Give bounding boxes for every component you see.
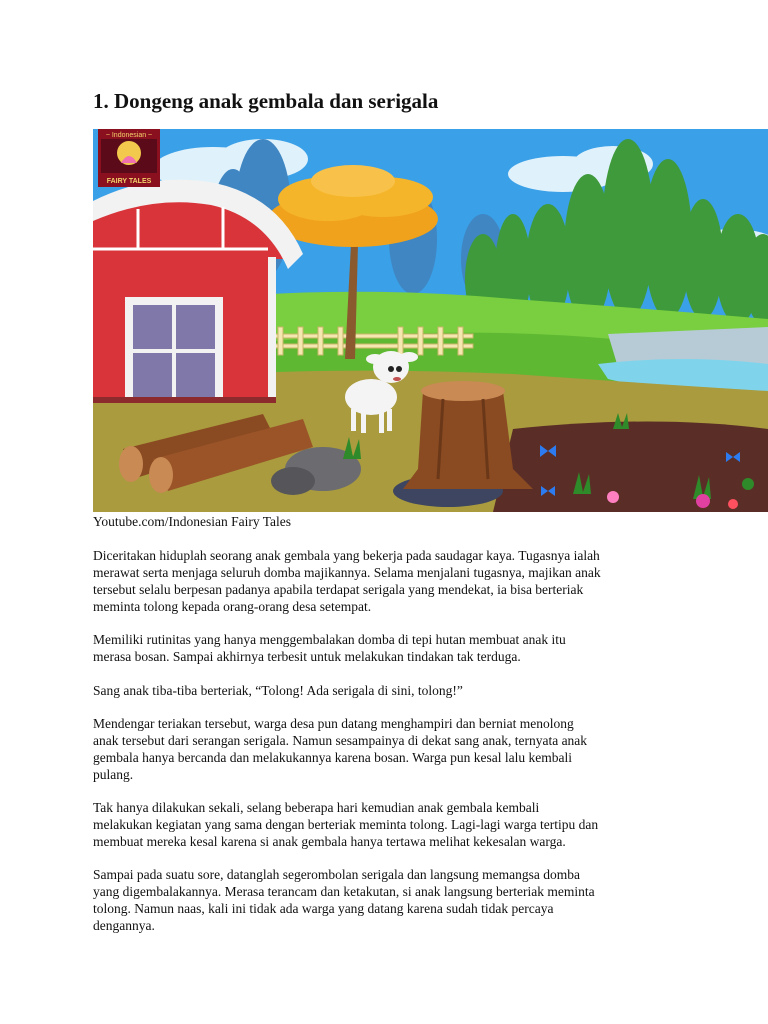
paragraph-line: yang digembalakannya. Merasa terancam dan ketakutan, si anak langsung berteriak meminta [93, 884, 595, 899]
paragraph-line: membuat mereka kesal karena si anak gembala hanya tertawa melihat kekesalan warga. [93, 834, 566, 849]
paragraph-line: dengannya. [93, 918, 155, 933]
paragraph-line: Memiliki rutinitas yang hanya menggembalakan domba di tepi hutan membuat anak itu [93, 632, 566, 647]
logo-top-text: ~ Indonesian ~ [105, 132, 153, 139]
article-heading: 1. Dongeng anak gembala dan serigala [93, 89, 439, 113]
paragraph-line: Mendengar teriakan tersebut, warga desa pun datang menghampiri dan berniat menolong [93, 716, 574, 731]
paragraph-line: Sang anak tiba-tiba berteriak, “Tolong! Ada serigala di sini, tolong!” [93, 683, 463, 698]
paragraph-line: meminta tolong kepada orang-orang desa setempat. [93, 599, 372, 614]
paragraph-line: tolong. Namun naas, kali ini tidak ada warga yang datang karena sudah tidak percaya [93, 901, 554, 916]
paragraph-line: Tak hanya dilakukan sekali, selang beberapa hari kemudian anak gembala kembali [93, 800, 540, 815]
paragraph-line: melakukan kegiatan yang sama dengan berteriak meminta tolong. Lagi-lagi warga tertipu dan [93, 817, 599, 832]
paragraph-2 [93, 631, 693, 665]
barn [93, 180, 303, 403]
paragraph-line: gembala hanya bercanda dan melakukannya karena bosan. Warga pun kesal lalu kembali [93, 750, 572, 765]
logo-bottom-text: FAIRY TALES [106, 178, 152, 185]
paragraph-line: Diceritakan hiduplah seorang anak gembala yang bekerja pada saudagar kaya. Tugasnya ialah [93, 548, 600, 563]
paragraph-3 [93, 682, 693, 699]
paragraph-line: pulang. [93, 767, 134, 782]
paragraph-line: Sampai pada suatu sore, datanglah segerombolan serigala dan langsung memangsa domba [93, 867, 580, 882]
paragraph-line: tersebut selalu berpesan padanya apabila terdapat serigala yang mendekat, ia bisa berteriak [93, 582, 584, 597]
paragraph-1 [93, 547, 693, 615]
image-caption: Youtube.com/Indonesian Fairy Tales [93, 514, 292, 529]
paragraph-line: merasa bosan. Sampai akhirnya terbesit untuk melakukan tindakan tak terduga. [93, 649, 521, 664]
paragraph-line: merawat serta menjaga seluruh domba majikannya. Selama menjalani tugasnya, majikan anak [93, 565, 601, 580]
indonesian-fairy-tales-logo [98, 129, 160, 187]
soil-patch [493, 422, 768, 513]
paragraph-5 [93, 799, 693, 850]
paragraph-line: anak tersebut dari serangan serigala. Namun sesampainya di dekat sang anak, ternyata anak [93, 733, 588, 748]
story-illustration [93, 129, 768, 512]
paragraph-4 [93, 715, 693, 783]
paragraph-6 [93, 866, 693, 934]
